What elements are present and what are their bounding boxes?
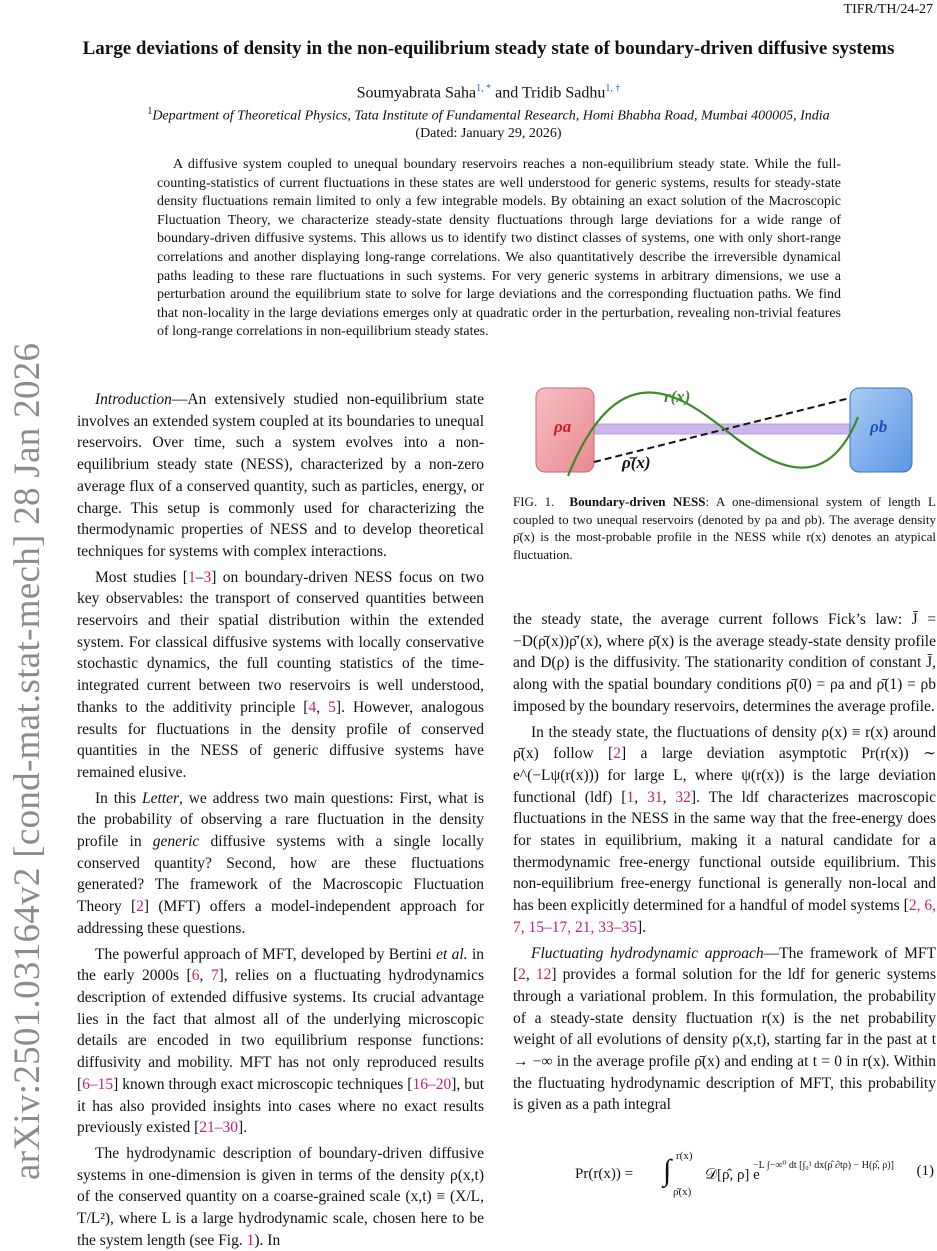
paragraph-text: ] a large deviation asymptotic Pr(r(x)) ∼ e^(−Lψ(r(x))) for large L, where ψ(r(x)) is the large deviation functional (ldf) [ bbox=[513, 745, 936, 806]
author-footnote-marker[interactable] bbox=[476, 83, 491, 94]
emphasis: generic bbox=[152, 833, 200, 851]
author-name: Soumyabrata Saha bbox=[356, 84, 477, 102]
paragraph-text: ]. The ldf characterizes macroscopic fluctuations in the NESS in the same way that the free-energy does for states in equilibrium, making it a natural candidate for a thermodynamic free-energy functional outside equilibrium. This non-equilibrium free-energy functional is generally non-local and has been explicitly determined for a handful of model systems [ bbox=[513, 788, 937, 915]
paragraph-text: in the early 2000s [ bbox=[77, 945, 485, 985]
citation-link[interactable]: 5 bbox=[328, 698, 336, 716]
citation-link[interactable]: 16–20 bbox=[412, 1075, 452, 1093]
section-lead: Introduction bbox=[95, 391, 172, 408]
caption-text: : A one-dimensional system of length L coupled to two unequal reservoirs (denoted by ρa and ρb). The average density ρ̄(x) is the most-probable profile in the NESS while r(x) denotes an atypical fluctuation. bbox=[513, 494, 937, 562]
author-name: Tridib Sadhu bbox=[521, 84, 606, 102]
affiliation-marker: 1 bbox=[147, 106, 153, 117]
citation-link[interactable]: 6 bbox=[191, 967, 200, 985]
caption-title: Boundary-driven NESS bbox=[569, 494, 706, 509]
integral-upper-limit: r(x) bbox=[676, 1150, 693, 1162]
affiliation bbox=[40, 106, 937, 125]
integral-lower-limit: ρ̄(x) bbox=[673, 1186, 692, 1198]
author-line bbox=[40, 83, 937, 102]
label-rho-b: ρb bbox=[870, 417, 888, 436]
paragraph-text: ] (MFT) offers a model-independent approach for addressing these questions. bbox=[77, 898, 484, 937]
label-rho-bar-x: ρ̄(x) bbox=[622, 453, 651, 472]
paragraph-text: The powerful approach of MFT, developed by Bertini bbox=[95, 945, 437, 963]
label-r-x: r(x) bbox=[664, 387, 691, 406]
citation-link[interactable]: 7 bbox=[210, 967, 219, 985]
paragraph bbox=[77, 788, 484, 940]
equation-number: (1) bbox=[916, 1163, 934, 1179]
citation-link[interactable]: 31 bbox=[647, 788, 663, 806]
paragraph-text: ]. bbox=[637, 918, 647, 936]
equation-1 bbox=[513, 1148, 936, 1208]
citation-link[interactable]: 2, 6, 7, 15–17, 21, 33–35 bbox=[513, 897, 937, 936]
paragraph-text: —The framework of MFT [ bbox=[513, 944, 936, 984]
citation-link[interactable]: 12 bbox=[535, 966, 552, 984]
paragraph-text: , bbox=[634, 788, 648, 806]
citation-link[interactable]: 4 bbox=[308, 698, 317, 716]
report-number: TIFR/TH/24-27 bbox=[843, 2, 933, 17]
paragraph-text: In this bbox=[95, 789, 142, 807]
right-column bbox=[513, 609, 936, 1116]
paragraph-text: The hydrodynamic description of boundary-driven diffusive systems in one-dimension is given in terms of the density ρ(x,t) of the conserved quantity on a coarse-grained scale (x,t) ≡ (X/L, T/L²), where L is a large hydrodynamic scale, chosen here to be the system length (see Fig. bbox=[77, 1144, 484, 1249]
paragraph-text: ] provides a formal solution for the ldf for generic systems through a variational problem. In this formulation, the probability of a steady-state density fluctuation r(x) is the net probability weight of all evolutions of density ρ(x,t), starting far in the past at t → −∞ in the average profile ρ̄(x) and ending at t = 0 in r(x). Within the fluctuating hydrodynamic description of MFT, this probability is given as a path integral bbox=[513, 966, 936, 1114]
integral-sign: ∫ bbox=[663, 1154, 672, 1187]
paragraph-text: diffusive systems with a single locally conserved quantity? Second, how are these fluctuations generated? The framework of the Macroscopic Fluctuation Theory [ bbox=[77, 833, 485, 916]
citation-link[interactable]: 2 bbox=[518, 966, 526, 984]
paragraph bbox=[77, 1143, 484, 1251]
figure-reference-link[interactable]: 1 bbox=[246, 1231, 255, 1249]
paragraph bbox=[77, 567, 484, 784]
emphasis: et al. bbox=[436, 945, 468, 963]
citation-link[interactable]: 32 bbox=[675, 788, 691, 806]
paragraph-text: , we address two main questions: First, what is the probability of observing a rare fluctuation in the density profile in bbox=[77, 789, 484, 851]
figure-1-diagram bbox=[528, 382, 920, 477]
dated-line: (Dated: January 29, 2026) bbox=[415, 126, 562, 141]
paragraph-text: In the steady state, the fluctuations of density ρ(x) ≡ r(x) around ρ̄(x) follow [ bbox=[513, 723, 936, 763]
paragraph-text: , bbox=[316, 698, 329, 716]
paragraph-text: , bbox=[525, 966, 536, 984]
author-conjunction: and bbox=[495, 84, 519, 102]
citation-link[interactable]: 21–30 bbox=[199, 1119, 239, 1137]
paragraph-text: ]. However, analogous results for fluctuations in the density profile of conserved quantities in the NESS of generic diffusive systems have remained elusive. bbox=[77, 698, 485, 781]
paragraph-text: – bbox=[195, 568, 204, 586]
paragraph-text: Most studies [ bbox=[95, 568, 188, 586]
emphasis: Letter bbox=[141, 789, 180, 807]
citation-link[interactable]: 1 bbox=[626, 788, 635, 806]
affiliation-text: Department of Theoretical Physics, Tata Institute of Fundamental Research, Homi Bhabha Road, Mumbai 400005, India bbox=[152, 108, 830, 124]
footnote-link[interactable]: 1, † bbox=[605, 83, 621, 94]
figure-caption bbox=[513, 493, 936, 563]
paragraph-text: , bbox=[199, 967, 211, 985]
paper-title: Large deviations of density in the non-equilibrium steady state of boundary-driven diffusive systems bbox=[82, 38, 895, 59]
paragraph-text: , bbox=[662, 788, 676, 806]
citation-link[interactable]: 1 bbox=[187, 568, 196, 586]
label-rho-a: ρa bbox=[554, 417, 572, 436]
citation-link[interactable]: 3 bbox=[203, 568, 212, 586]
paragraph-text: ], but it has also provided insights into cases where no exact results previously existed [ bbox=[77, 1075, 484, 1137]
paragraph-text: ], relies on a fluctuating hydrodynamics description of extended diffusive systems. Its crucial advantage lies in the fact that almost all of the underlying microscopic details are encoded in two equilibrium response functions: diffusivity and mobility. MFT has not only reproduced results [ bbox=[77, 967, 485, 1093]
paragraph-text: —An extensively studied non-equilibrium state involves an extended system coupled at its boundaries to unequal reservoirs. Over time, such a system evolves into a non-equilibrium steady state (NESS), characterized by a non-zero average flux of a conserved quantity, such as particles, energy, or charge. This setup is commonly used for characterizing the thermodynamic properties of NESS and to develop theoretical techniques for systems with complex interactions. bbox=[77, 391, 484, 560]
left-column bbox=[77, 389, 484, 1251]
citation-link[interactable]: 2 bbox=[613, 745, 621, 763]
arxiv-identifier-stamp[interactable]: arXiv:2501.03164v2 [cond-mat.stat-mech] 28 Jan 2026 bbox=[7, 342, 48, 1180]
paragraph bbox=[513, 609, 936, 718]
exponent: −L ∫−∞⁰ dt [∫₀¹ dx(ρ̂ ∂tρ) − H(ρ̂, ρ)] bbox=[753, 1160, 894, 1171]
paragraph bbox=[77, 389, 484, 563]
paragraph bbox=[513, 943, 936, 1117]
footnote-link[interactable]: 1, * bbox=[476, 83, 492, 94]
caption-label: FIG. 1. bbox=[513, 494, 555, 509]
equation-lhs: Pr(r(x)) = bbox=[575, 1166, 634, 1182]
abstract: A diffusive system coupled to unequal boundary reservoirs reaches a non-equilibrium steady state. While the full-counting-statistics of current fluctuations in these states are well understood for generic systems, results for steady-state density fluctuations remain limited to only a few integrable models. By obtaining an exact solution of the Macroscopic Fluctuation Theory, we characterize steady-state density fluctuations through large deviations for a wide range of boundary-driven diffusive systems. This allows us to identify two distinct classes of systems, one with only short-range correlations and another displaying long-range correlations. We also quantitatively describe the irreversible dynamical paths leading to these rare fluctuations in such systems. For very generic systems in arbitrary dimensions, we use a perturbation around the equilibrium state to solve for large deviations and the corresponding fluctuation paths. We find that non-locality in the large deviations emerges only at quadratic order in the perturbation, revealing non-trivial features of long-range correlations in non-equilibrium steady states. bbox=[157, 157, 841, 340]
paragraph-text: the steady state, the average current follows Fick’s law: J̄ = −D(ρ̄(x))ρ̄′(x), where ρ̄(x) is the average steady-state density profile and D(ρ) is the diffusivity. The stationarity condition of constant J̄, along with the spatial boundary conditions ρ̄(0) = ρa and ρ̄(1) = ρb imposed by the boundary reservoirs, determines the average profile. bbox=[513, 611, 936, 715]
citation-link[interactable]: 2 bbox=[136, 898, 144, 916]
paragraph-text: ] on boundary-driven NESS focus on two key observables: the transport of conserved quantities between reservoirs and their spatial distribution within the extended system. For classical diffusive systems with locally conservative stochastic dynamics, the full counting statistics of the time-integrated current between two reservoirs is well understood, thanks to the additivity principle [ bbox=[77, 568, 484, 716]
section-lead: Fluctuating hydrodynamic approach bbox=[531, 944, 764, 962]
author-footnote-marker[interactable] bbox=[605, 83, 620, 94]
paragraph-text: ). In bbox=[254, 1231, 281, 1249]
path-measure: 𝒟[ρ̂, ρ] e bbox=[705, 1167, 760, 1183]
paragraph-text: ]. bbox=[238, 1119, 248, 1137]
paragraph-text: ] known through exact microscopic techniques [ bbox=[113, 1075, 413, 1093]
paragraph bbox=[513, 722, 936, 939]
citation-link[interactable]: 6–15 bbox=[82, 1075, 114, 1093]
paragraph bbox=[77, 944, 484, 1139]
